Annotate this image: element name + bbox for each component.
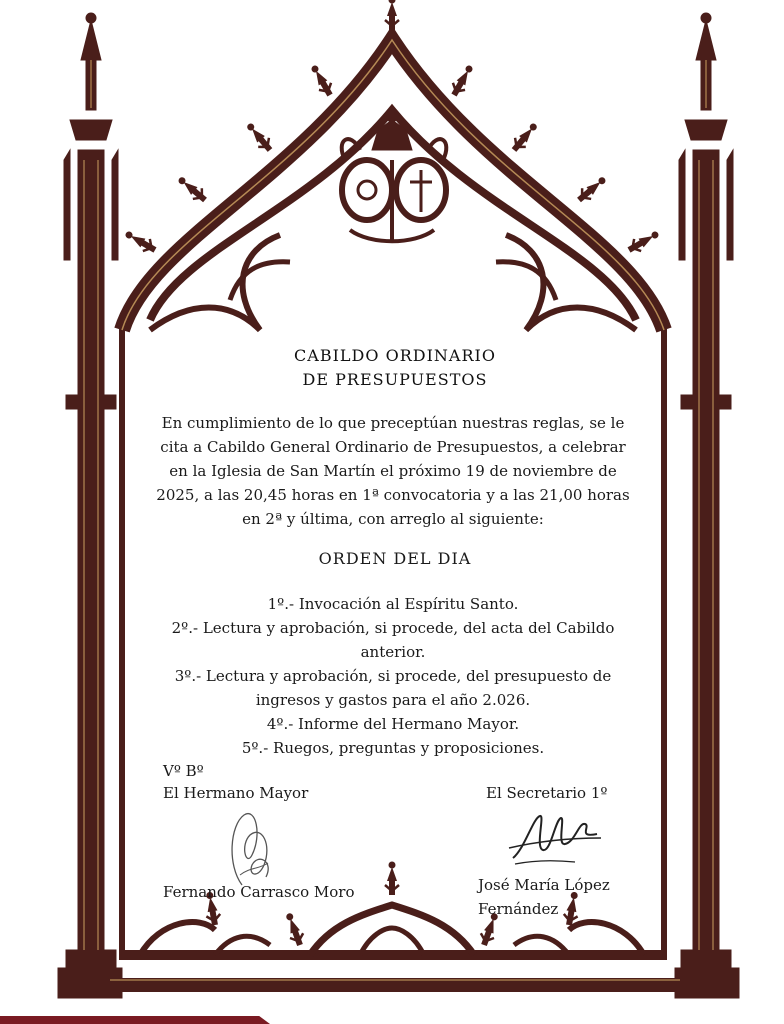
intro-paragraph bbox=[128, 411, 658, 531]
hermano-mayor-name: Fernando Carrasco Moro bbox=[163, 883, 355, 901]
orden-heading: ORDEN DEL DIA bbox=[318, 549, 472, 568]
visto-bueno: Vº Bº bbox=[163, 762, 204, 780]
left-column bbox=[58, 13, 122, 998]
orden-item: anterior. bbox=[360, 643, 426, 661]
hermano-mayor-role: El Hermano Mayor bbox=[163, 784, 309, 802]
emblem bbox=[342, 112, 447, 241]
intro-line: En cumplimiento de lo que preceptúan nuestras reglas, se le bbox=[161, 414, 625, 432]
title-line-2: DE PRESUPUESTOS bbox=[302, 370, 488, 389]
secretario-name bbox=[478, 873, 610, 921]
orden-item: ingresos y gastos para el año 2.026. bbox=[255, 691, 531, 709]
secretario-role: El Secretario 1º bbox=[486, 784, 608, 802]
title-line-1: CABILDO ORDINARIO bbox=[294, 346, 496, 365]
accent-bar bbox=[0, 1016, 270, 1024]
orden-item: 3º.- Lectura y aprobación, si procede, del presupuesto de bbox=[174, 667, 612, 685]
orden-item: 5º.- Ruegos, preguntas y proposiciones. bbox=[241, 739, 545, 757]
right-column bbox=[675, 13, 739, 998]
orden-item: 4º.- Informe del Hermano Mayor. bbox=[266, 715, 520, 733]
document-title bbox=[200, 344, 590, 392]
orden-item: 2º.- Lectura y aprobación, si procede, del acta del Cabildo bbox=[171, 619, 615, 637]
secretario-name-line-2: Fernández bbox=[478, 900, 559, 918]
intro-line: cita a Cabildo General Ordinario de Presupuestos, a celebrar bbox=[160, 438, 626, 456]
orden-item: 1º.- Invocación al Espíritu Santo. bbox=[267, 595, 519, 613]
secretario-name-line-1: José María López bbox=[478, 876, 610, 894]
intro-line: 2025, a las 20,45 horas en 1ª convocatoria y a las 21,00 horas bbox=[156, 486, 630, 504]
intro-line: en la Iglesia de San Martín el próximo 19 de noviembre de bbox=[169, 462, 617, 480]
secretario-signature bbox=[505, 808, 605, 870]
orden-list bbox=[128, 592, 658, 760]
intro-line: en 2ª y última, con arreglo al siguiente: bbox=[242, 510, 544, 528]
